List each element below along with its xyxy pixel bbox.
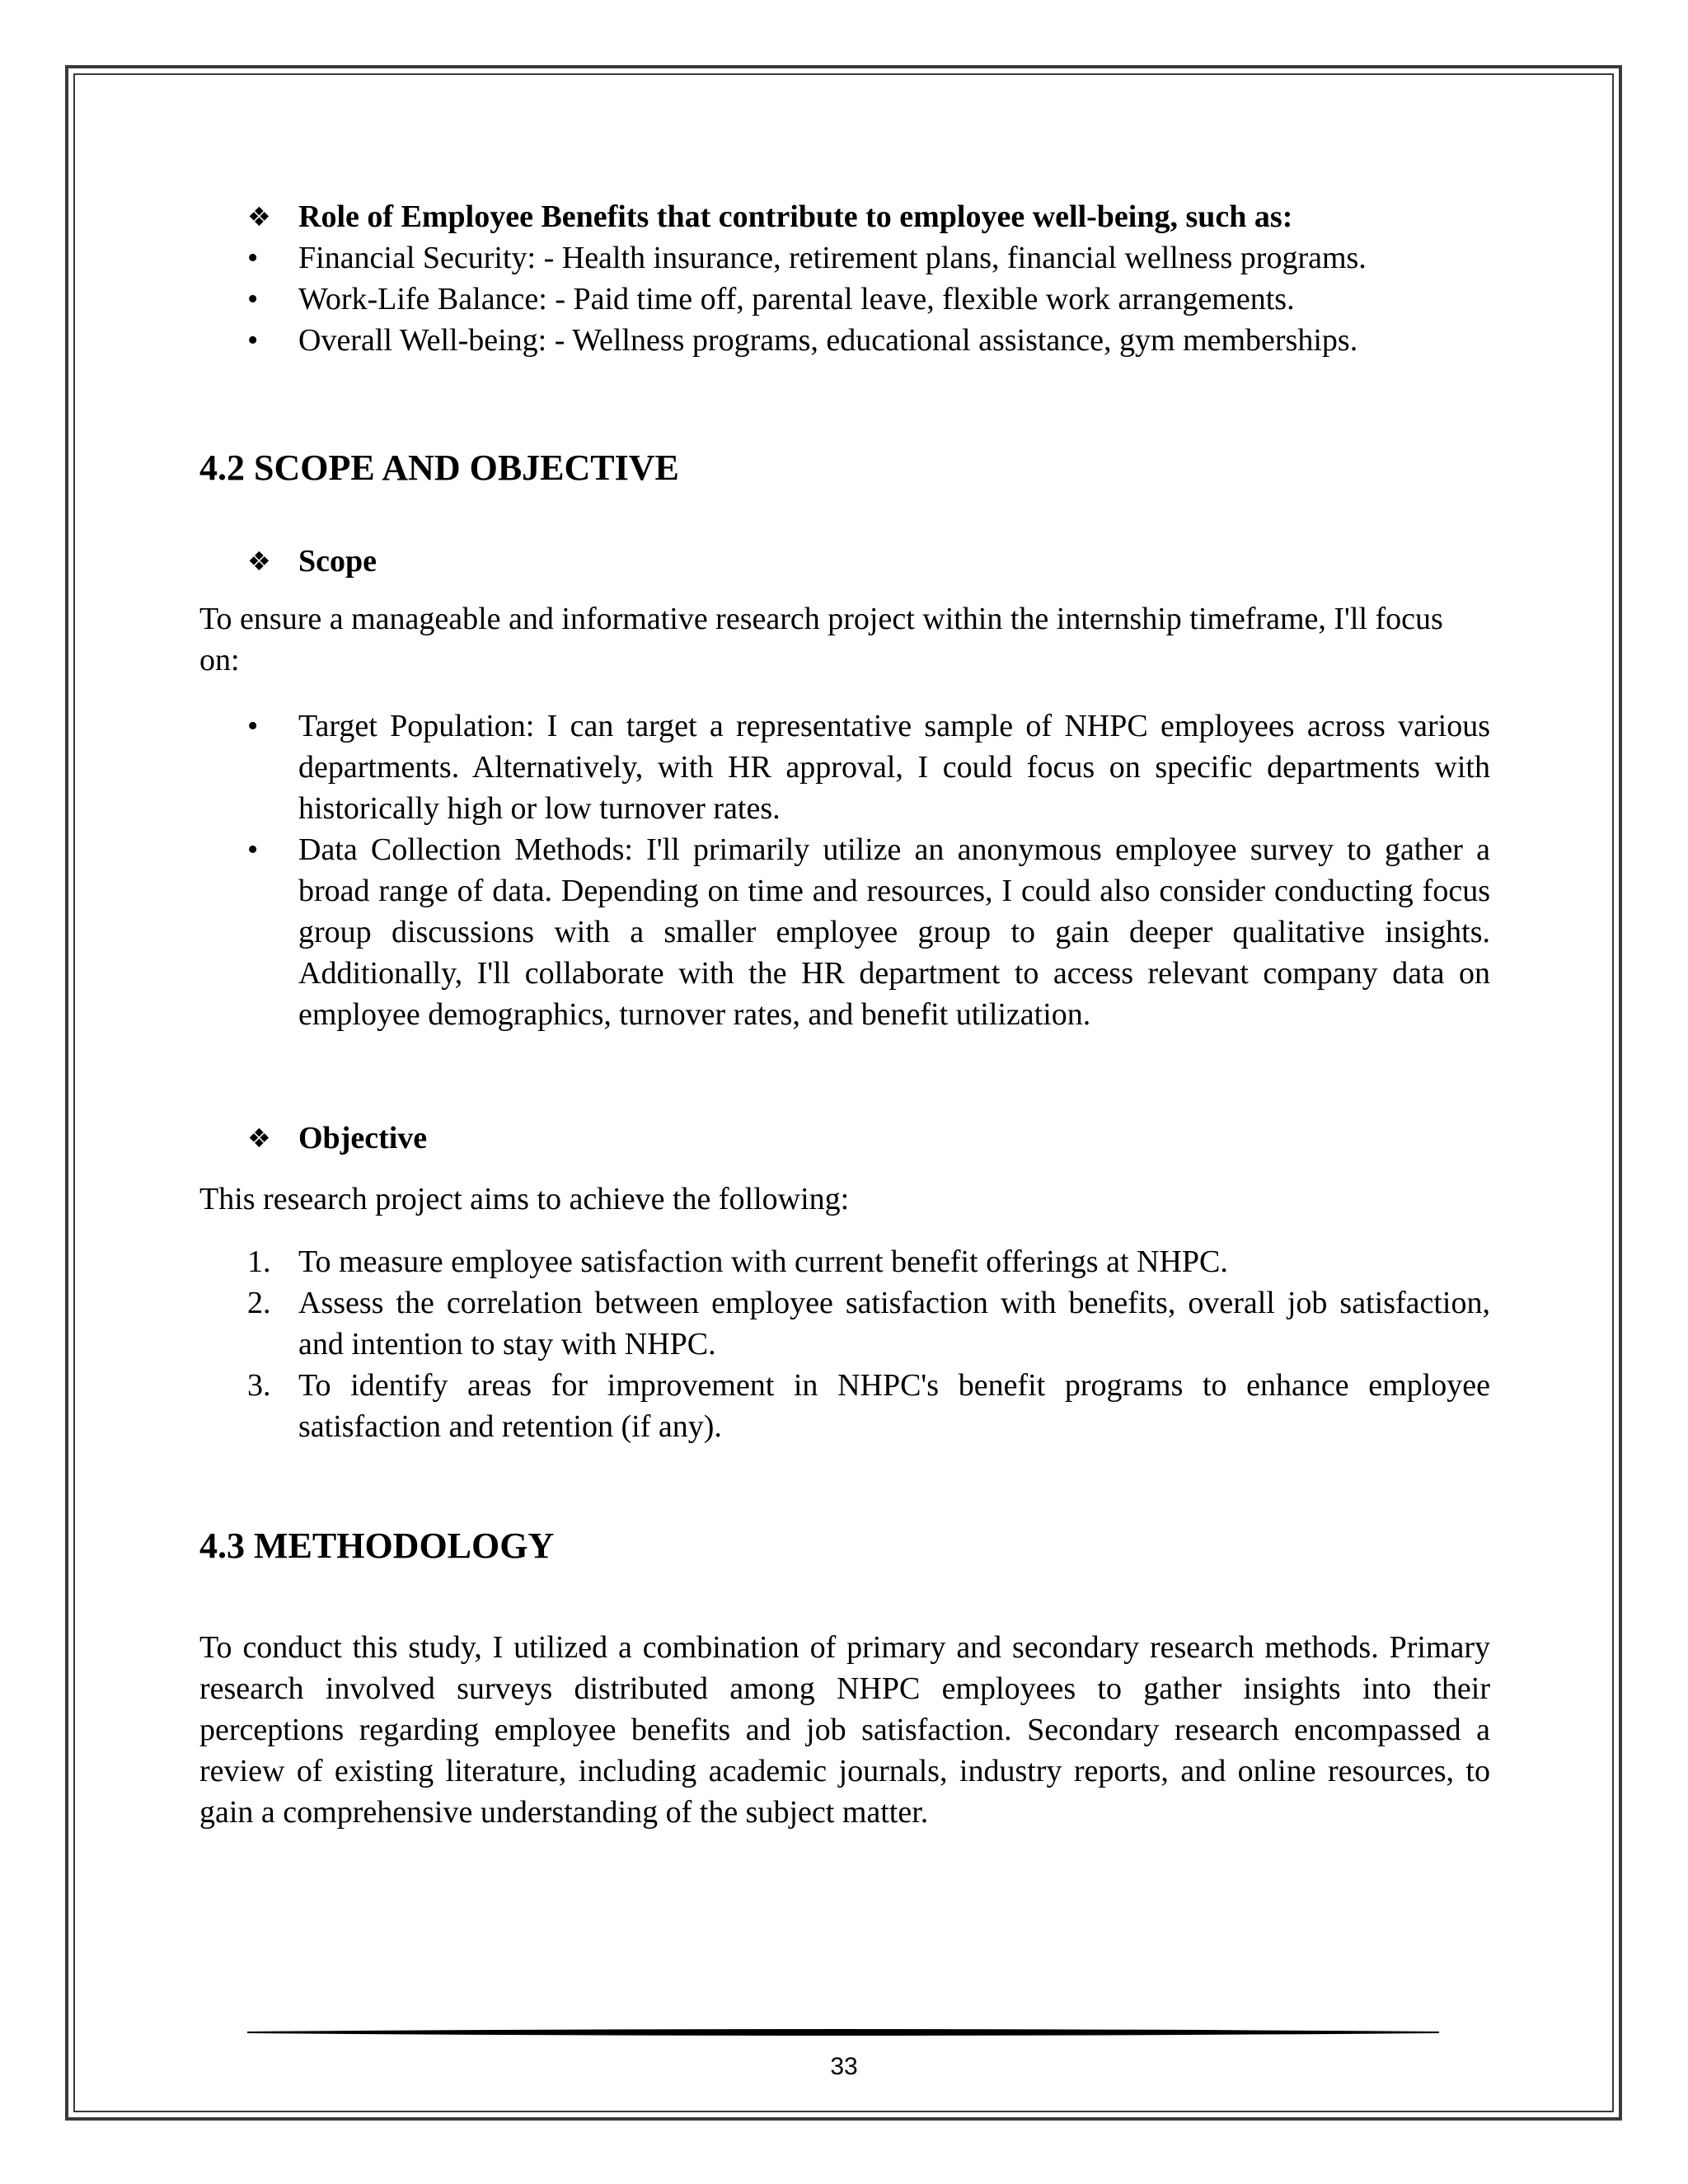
scope-intro: To ensure a manageable and informative research project within the internship timeframe, I'll focus on: (199, 602, 1443, 677)
scope-heading (199, 541, 1490, 582)
bullet-icon: • (247, 323, 259, 358)
page-content (199, 196, 1490, 1833)
list-item: 2. Assess the correlation between employee satisfaction with benefits, overall job satisfaction, and intention to stay with NHPC. (247, 1286, 1490, 1361)
list-item: • Overall Well-being: - Wellness programs, educational assistance, gym memberships. (199, 320, 1490, 361)
section-title-methodology: 4.3 METHODOLOGY (199, 1526, 555, 1566)
bullet-icon: • (247, 241, 259, 275)
bullet-icon: • (247, 709, 259, 743)
bullet-icon: • (247, 282, 259, 316)
list-item: • Work-Life Balance: - Paid time off, parental leave, flexible work arrangements. (199, 279, 1490, 320)
benefits-list (199, 237, 1490, 361)
scope-list (199, 705, 1490, 1035)
list-item: • Data Collection Methods: I'll primarily utilize an anonymous employee survey to gather a broad range of data. Depending on time and resources, I could also consider conducting focus group discussions with a smaller employee group to gain deeper qualitative insights. Additionally, I'll collaborate with the HR department to access relevant company data on employee demographics, turnover rates, and benefit utilization. (199, 829, 1490, 1035)
diamond-bullet-icon: ❖ (247, 1122, 271, 1154)
diamond-bullet-icon: ❖ (247, 201, 271, 232)
list-item: 1. To measure employee satisfaction with current benefit offerings at NHPC. (247, 1244, 1228, 1279)
scope-heading-text: Scope (298, 544, 377, 579)
methodology-body: To conduct this study, I utilized a combination of primary and secondary research methods. Primary research involved surveys distributed among NHPC employees to gather insights into their perceptions regarding employee benefits and job satisfaction. Secondary research encompassed a review of existing literature, including academic journals, industry reports, and online resources, to gain a comprehensive understanding of the subject matter. (199, 1630, 1490, 1830)
objective-heading (199, 1118, 1490, 1159)
footer-divider (247, 2027, 1439, 2037)
page-number: 33 (830, 2053, 858, 2080)
section-title-scope-objective: 4.2 SCOPE AND OBJECTIVE (199, 448, 679, 488)
bullet-icon: • (247, 832, 259, 867)
objective-intro: This research project aims to achieve the following: (199, 1182, 850, 1216)
list-item: • Financial Security: - Health insurance, retirement plans, financial wellness programs. (199, 237, 1490, 279)
list-item: 3. To identify areas for improvement in NHPC's benefit programs to enhance employee satisfaction and retention (if any). (247, 1368, 1490, 1444)
objective-heading-text: Objective (298, 1121, 428, 1155)
benefits-heading-text: Role of Employee Benefits that contribute to employee well-being, such as: (298, 199, 1293, 234)
diamond-bullet-icon: ❖ (247, 546, 271, 577)
list-item: • Target Population: I can target a representative sample of NHPC employees across various departments. Alternatively, with HR approval, I could focus on specific departments with historically high or low turnover rates. (199, 705, 1490, 829)
benefits-heading (199, 196, 1490, 237)
objective-list (199, 1241, 1490, 1447)
